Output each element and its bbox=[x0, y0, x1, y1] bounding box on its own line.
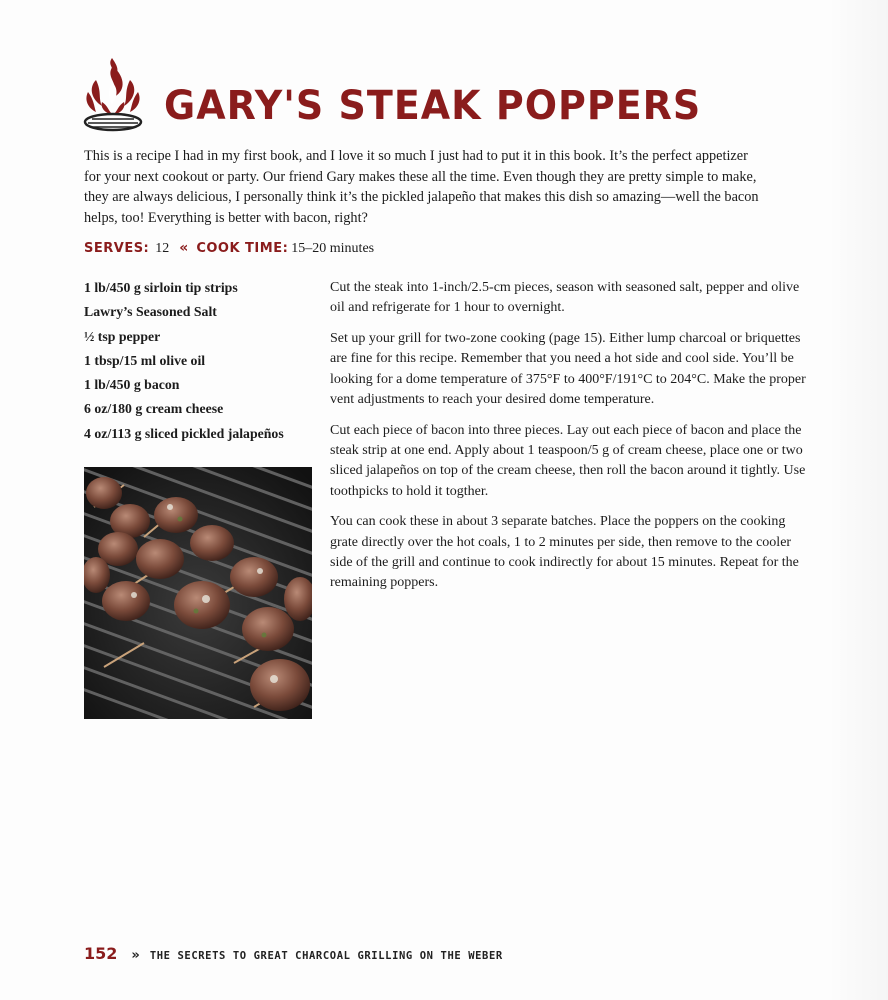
serves-label: SERVES: bbox=[84, 241, 150, 256]
page-edge-shade bbox=[828, 0, 888, 1000]
serves-value: 12 bbox=[155, 241, 170, 256]
recipe-intro: This is a recipe I had in my first book, and I love it so much I just had to put it in this book. It’s the perfect appetizer for your next cookout or party. Our friend Gary makes these all the time. Even though they are pretty simple to make, they are always delicious, I personally think it’s the pickled jalapeño that makes this dish so amazing—well the bacon helps, too! Everything is better with bacon, right? bbox=[84, 148, 759, 226]
step-paragraph: Cut each piece of bacon into three pieces. Lay out each piece of bacon and place the steak strip at one end. Apply about 1 teaspoon/5 g of cream cheese, place one or two sliced jalapeños on top of the cream cheese, then roll the bacon around it tightly. Use toothpicks to hold it togther. bbox=[330, 422, 806, 499]
ingredient-item: 1 tbsp/15 ml olive oil bbox=[84, 352, 206, 368]
recipe-steps bbox=[330, 278, 808, 604]
cook-time-label: COOK TIME: bbox=[196, 241, 289, 256]
chevron-right-icon: » bbox=[131, 948, 140, 963]
ingredient-list bbox=[84, 278, 314, 448]
ingredient-item: ½ tsp pepper bbox=[84, 328, 161, 344]
book-title: THE SECRETS TO GREAT CHARCOAL GRILLING ON THE WEBER bbox=[149, 950, 503, 962]
ingredient-item: 6 oz/180 g cream cheese bbox=[84, 401, 224, 417]
step-paragraph: Cut the steak into 1-inch/2.5-cm pieces, season with seasoned salt, pepper and olive oil and refrigerate for 1 hour to overnight. bbox=[330, 280, 800, 316]
step-paragraph: You can cook these in about 3 separate batches. Place the poppers on the cooking grate directly over the hot coals, 1 to 2 minutes per side, then remove to the cooler side of the grill and continue to cook indirectly for about 15 minutes. Repeat for the remaining poppers. bbox=[330, 514, 799, 591]
steak-poppers-on-grill-photo bbox=[84, 467, 312, 719]
ingredient-item: 1 lb/450 g bacon bbox=[84, 377, 180, 393]
flame-grill-logo-icon bbox=[82, 56, 144, 134]
step-paragraph: Set up your grill for two-zone cooking (page 15). Either lump charcoal or briquettes are fine for this recipe. Remember that you need a hot side and cool side. You’ll be looking for a dome temperature of 375°F to 400°F/191°C to 204°C. Make the proper vent adjustments to reach your desired dome temperature. bbox=[330, 331, 806, 407]
recipe-meta bbox=[84, 240, 374, 257]
cook-time-value: 15–20 minutes bbox=[291, 241, 375, 256]
ingredient-item: 4 oz/113 g sliced pickled jalapeños bbox=[84, 425, 284, 441]
ingredient-item: Lawry’s Seasoned Salt bbox=[84, 304, 217, 320]
ingredient-item: 1 lb/450 g sirloin tip strips bbox=[84, 280, 238, 295]
page-footer bbox=[84, 944, 503, 963]
recipe-title: GARY'S STEAK POPPERS bbox=[164, 82, 702, 129]
meta-separator-icon: « bbox=[179, 240, 189, 256]
page-number: 152 bbox=[84, 944, 118, 963]
